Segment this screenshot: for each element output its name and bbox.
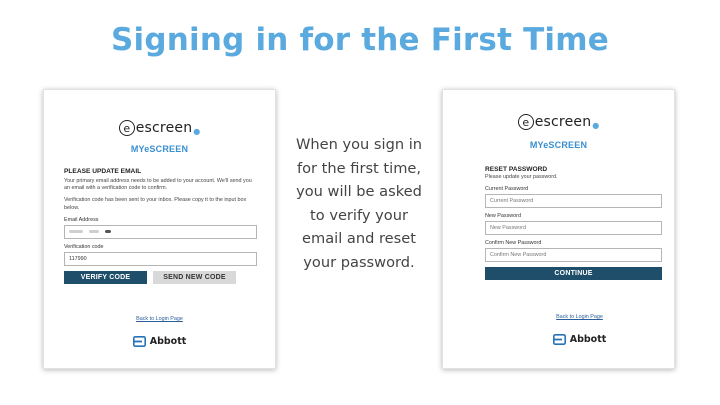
redacted-text <box>69 230 83 233</box>
logo-text: escreen <box>135 120 193 136</box>
abbott-logo <box>44 336 275 347</box>
verify-code-button[interactable]: VERIFY CODE <box>64 271 147 284</box>
abbott-logo-icon <box>553 334 566 345</box>
back-to-login-link[interactable]: Back to Login Page <box>556 314 603 320</box>
verification-code-field[interactable]: 117990 <box>64 252 257 266</box>
send-new-code-button[interactable]: SEND NEW CODE <box>153 271 236 284</box>
form-heading: RESET PASSWORD <box>485 166 548 173</box>
button-row <box>64 271 257 284</box>
new-password-label: New Password <box>485 213 521 220</box>
explanation-text <box>283 133 435 274</box>
explanation-line: to verify your <box>310 206 408 224</box>
escreen-logo <box>44 120 275 136</box>
explanation-line: When you sign in <box>295 136 423 153</box>
escreen-logo-icon: e <box>518 114 534 130</box>
reset-password-card <box>442 89 675 369</box>
explanation-line: you will be asked <box>296 183 422 200</box>
logo-dot-icon: ● <box>592 120 600 130</box>
email-label: Email Address <box>64 216 99 223</box>
confirm-password-label: Confirm New Password <box>485 240 542 247</box>
new-password-field[interactable]: New Password <box>485 221 662 235</box>
slide-title: Signing in for the First Time <box>110 22 609 58</box>
abbott-logo-icon <box>133 336 146 347</box>
explanation-line: your password. <box>303 253 415 271</box>
email-field[interactable] <box>64 225 257 239</box>
app-name: MYeSCREEN <box>529 140 588 150</box>
abbott-text: Abbott <box>149 336 187 347</box>
update-email-card <box>43 89 276 369</box>
confirm-password-field[interactable]: Confirm New Password <box>485 248 662 262</box>
code-label: Verification code <box>64 243 104 250</box>
app-name: MYeSCREEN <box>130 144 189 154</box>
logo-dot-icon: ● <box>193 126 201 136</box>
redacted-text <box>89 230 99 233</box>
redacted-text <box>105 230 111 233</box>
abbott-logo <box>464 334 695 345</box>
explanation-line: for the first time, <box>296 159 422 177</box>
back-to-login-link[interactable]: Back to Login Page <box>136 316 183 322</box>
continue-button[interactable]: CONTINUE <box>485 267 662 280</box>
escreen-logo-icon: e <box>119 120 135 136</box>
email-instructions: Your primary email address needs to be added to your account. We'll send you an email with a verification code to confirm. <box>64 178 252 192</box>
update-email-form <box>64 168 257 284</box>
explanation-line: email and reset <box>302 230 416 247</box>
password-instructions: Please update your password. <box>485 174 558 180</box>
logo-text: escreen <box>534 114 592 130</box>
current-password-label: Current Password <box>485 186 529 193</box>
form-heading: PLEASE UPDATE EMAIL <box>64 168 142 175</box>
abbott-text: Abbott <box>569 334 607 345</box>
reset-password-form <box>485 166 662 280</box>
escreen-logo <box>443 114 674 130</box>
current-password-field[interactable]: Current Password <box>485 194 662 208</box>
code-sent-notice: Verification code has been sent to your inbox. Please copy it to the input box below. <box>64 197 247 211</box>
